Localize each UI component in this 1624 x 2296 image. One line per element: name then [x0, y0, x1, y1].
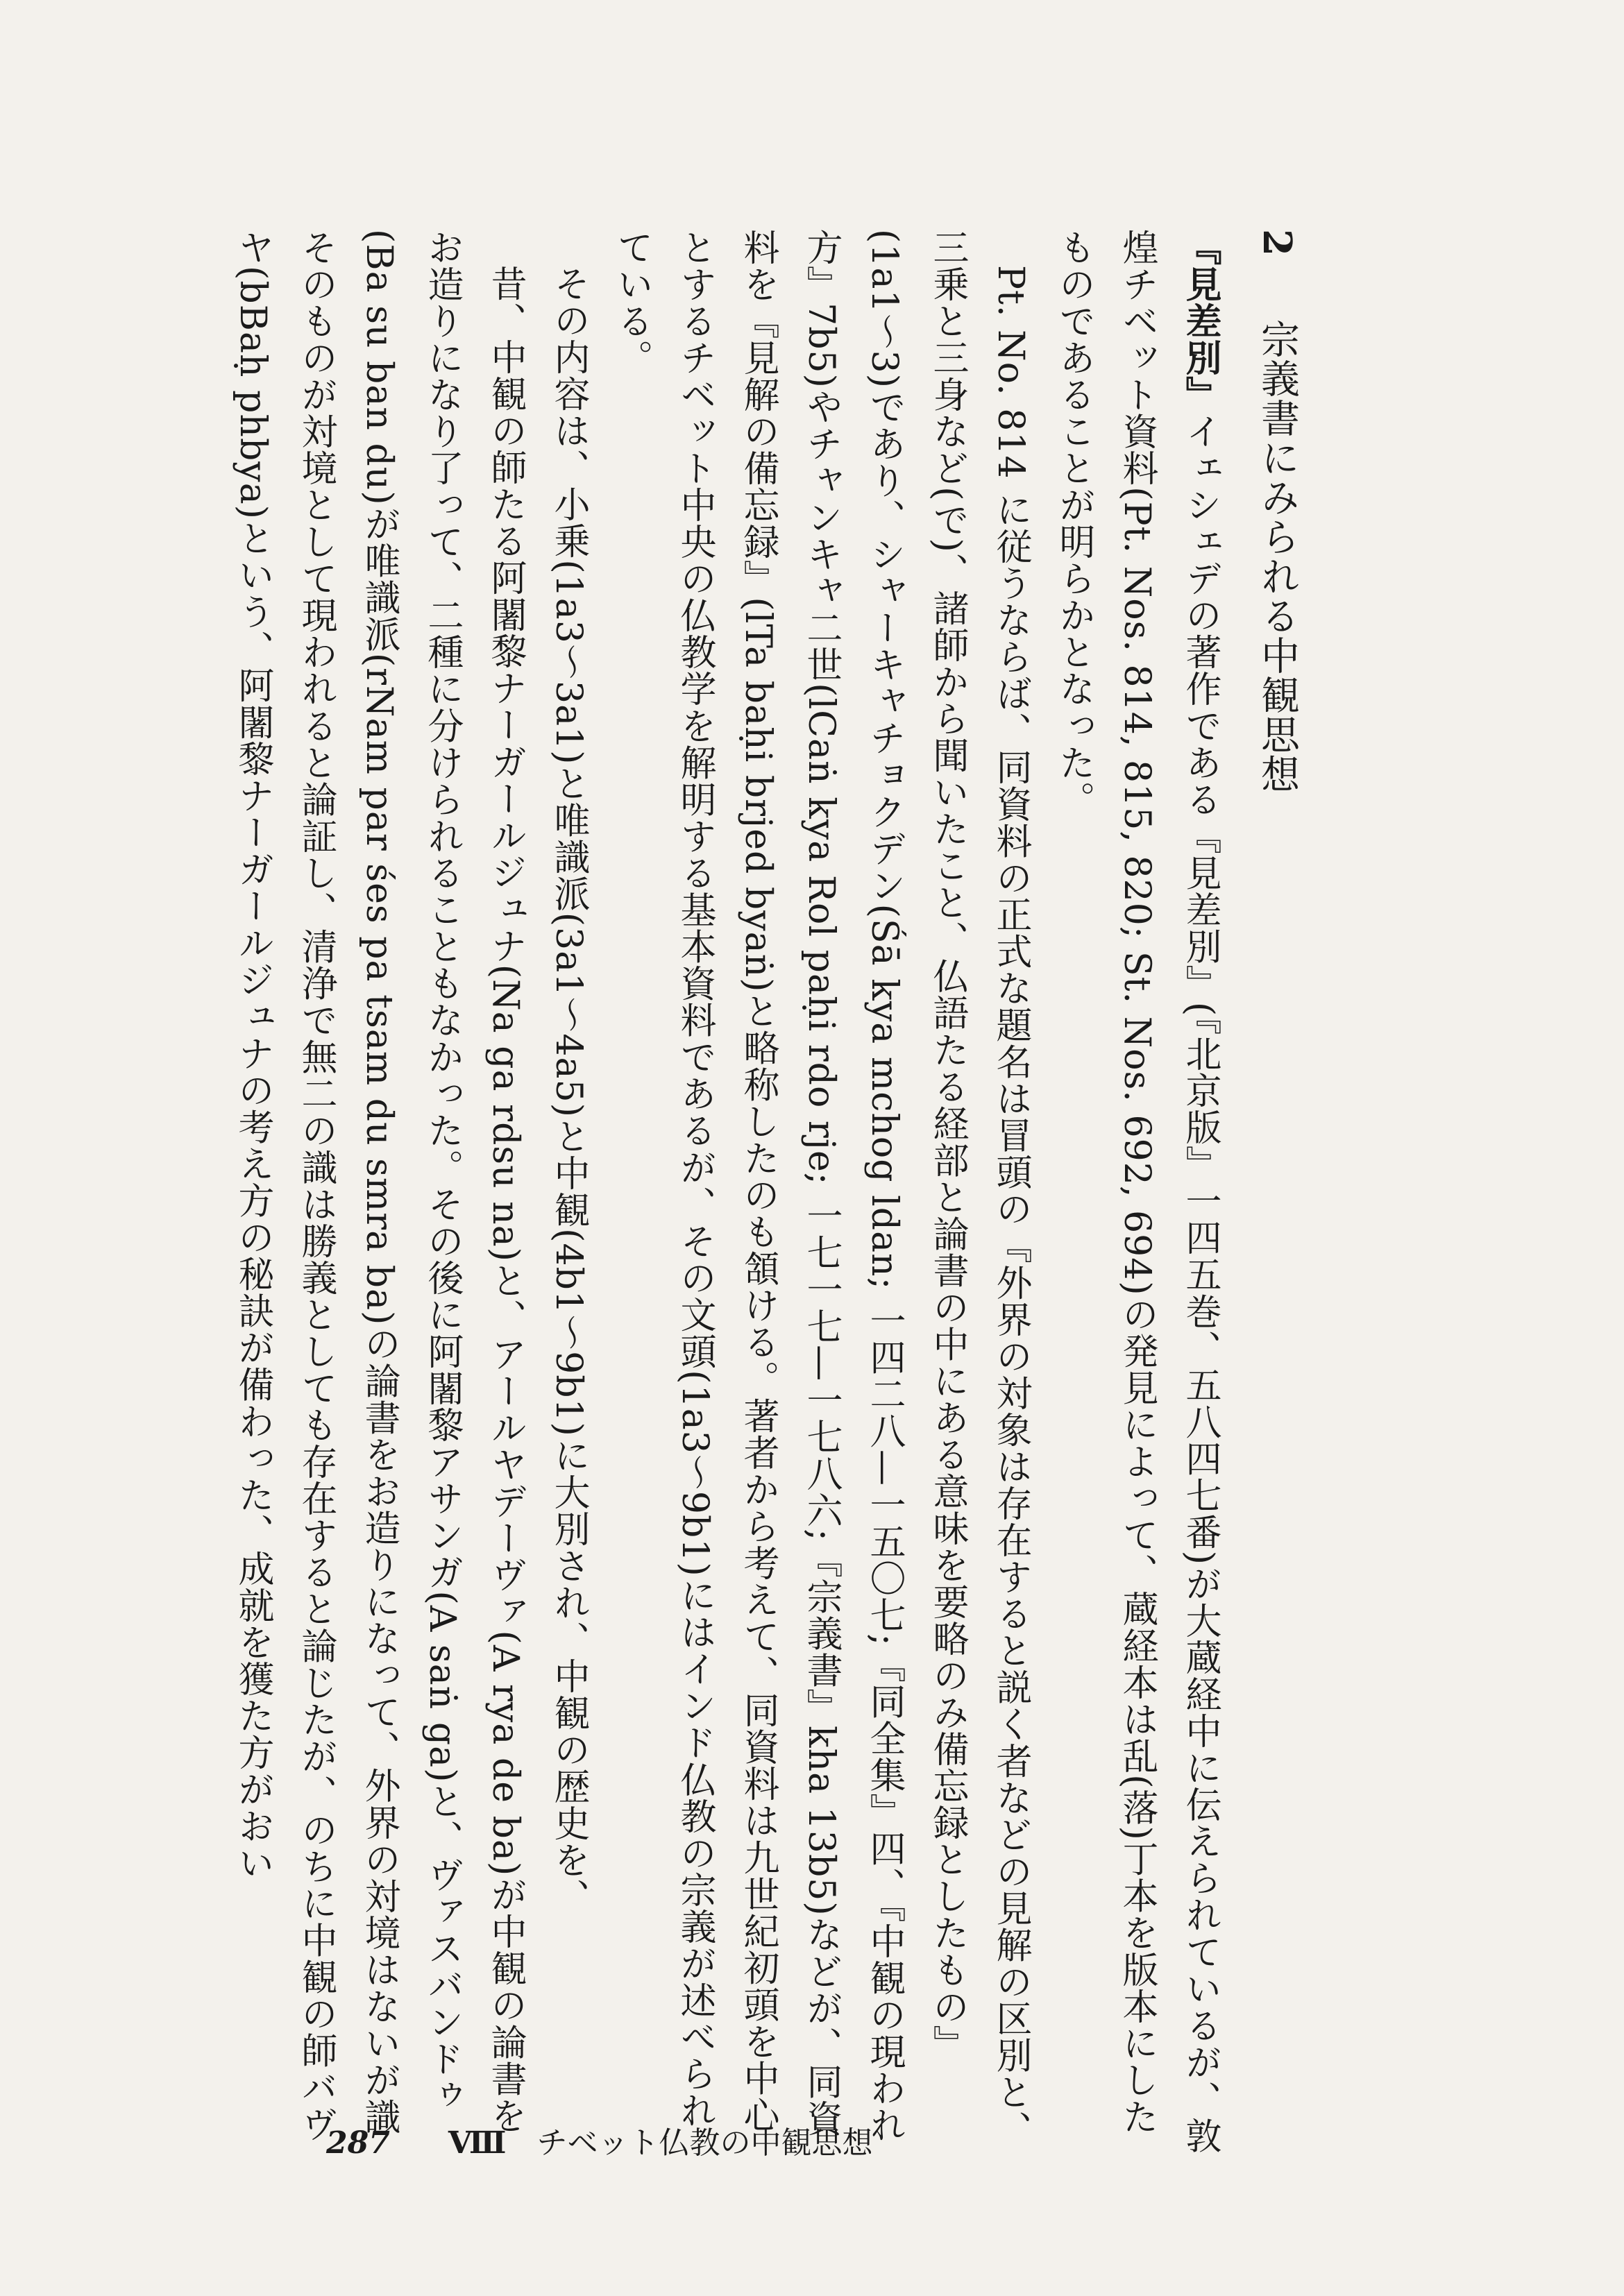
section-number: 2 — [1254, 229, 1300, 257]
paragraph-2 — [600, 229, 1042, 2158]
section-title: 宗義書にみられる中観思想 — [1255, 319, 1300, 794]
chapter-number: Ⅷ — [448, 2125, 507, 2161]
page-number: 287 — [326, 2125, 390, 2161]
vertical-text-block — [221, 229, 1322, 2158]
paragraph-4 — [221, 229, 536, 2158]
paragraph-text: イェシェデの著作である『見差別』(『北京版』一四五巻、五八四七番)が大蔵経中に伝えられているが、敦煌チベット資料(Pt. Nos. 814, 815, 820; St. Nos. 692, 694)の発見によって、蔵経本は乱(落)丁本を版本にしたものであることが明らかとなった。 — [1053, 229, 1221, 2154]
paragraph-text: 昔、中観の師たる阿闍黎ナーガールジュナ(Na ga rdsu na)と、アールヤデーヴァ(A rya de ba)が中観の論書をお造りになり了って、二種に分けられることもなかった。その後に阿闍黎アサンガ(A saṅ ga)と、ヴァスバンドゥ(Ba su ban du)が唯識派(rNam par śes pa tsam du smra ba)の論書をお造りになって、外界の対境はないが識そのものが対境として現われると論証し、清浄で無二の識は勝義としても存在すると論じたが、のちに中観の師バヴヤ(bBaḥ phbya)という、阿闍黎ナーガールジュナの考え方の秘訣が備わった、成就を獲た方がおい — [232, 229, 526, 2143]
paragraph-text: その内容は、小乗(1a3〜3a1)と唯識派(3a1〜4a5)と中観(4b1〜9b1)に大別され、中観の歴史を、 — [548, 265, 589, 1916]
page-footer — [326, 2118, 872, 2162]
chapter-title: チベット仏教の中観思想 — [536, 2125, 873, 2161]
section-heading — [1232, 229, 1322, 2158]
paragraph-3 — [536, 229, 600, 2158]
paragraph-1 — [1042, 229, 1232, 2158]
paragraph-lead: 『見差別』 — [1179, 229, 1221, 414]
paragraph-text: Pt. No. 814 に従うならば、同資料の正式な題名は冒頭の『外界の対象は存在すると説く者などの見解の区別と、三乗と三身など(で)、諸師から聞いたこと、仏語たる経部と論書の中にある意味を要略のみ備忘録としたもの』(1a1〜3)であり、シャーキャチョクデン(Śā kya mchog ldan; 一四二八—一五〇七;『同全集』四、『中観の現われ方』7b5)やチャンキャ二世(lCaṅ kya Rol paḥi rdo rje; 一七一七—一七八六;『宗義書』kha 13b5)などが、同資料を『見解の備忘録』(lTa baḥi brjed byaṅ)と略称したのも頷ける。著者から考えて、同資料は九世紀初頭を中心とするチベット中央の仏教学を解明する基本資料であるが、その文頭(1a3〜9b1)にはインド仏教の宗義が述べられている。 — [611, 229, 1031, 2148]
